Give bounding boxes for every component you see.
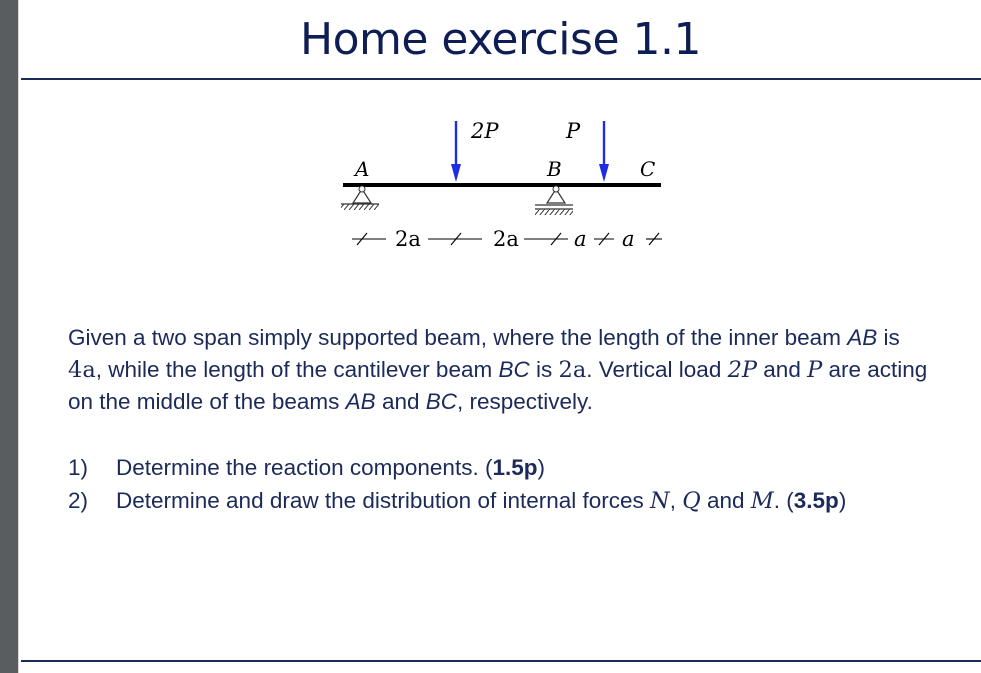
roller-support-b [535, 186, 573, 215]
text-run: , [669, 488, 683, 513]
text-run: are acting on the middle of the beams [68, 357, 928, 414]
task-item-1 [68, 451, 968, 484]
point-label-c: C [640, 157, 656, 181]
beam-label-ab: AB [345, 389, 376, 414]
dim-label-3: a [574, 227, 587, 251]
text-run: . Vertical load [586, 357, 728, 382]
task-number: 1) [68, 455, 89, 480]
force-m: M [750, 488, 774, 514]
text-run: and [757, 357, 808, 382]
length-ab: 4a [68, 357, 96, 383]
bottom-divider [21, 660, 981, 662]
beam-label-bc: BC [498, 357, 530, 382]
text-run: ) [537, 455, 545, 480]
task-text [116, 451, 545, 484]
text-run: Determine the reaction components. ( [116, 455, 493, 480]
text-run: and [375, 389, 426, 414]
problem-description [68, 322, 938, 418]
load-label-p: P [566, 119, 581, 143]
pin-support-a [341, 186, 379, 210]
text-run: Determine and draw the distribution of internal forces [116, 488, 651, 513]
task-number: 2) [68, 488, 89, 513]
load-arrow-2p [451, 121, 461, 182]
task-item-2 [68, 484, 968, 518]
load-2p-text: 2P [727, 357, 758, 383]
beam-label-ab: AB [847, 325, 878, 350]
text-run: is [529, 357, 559, 382]
text-run: is [877, 325, 900, 350]
point-label-a: A [355, 157, 370, 181]
viewer-side-strip [0, 0, 18, 673]
task-points: 3.5p [793, 488, 839, 513]
task-text [116, 484, 846, 518]
slide-page [18, 0, 981, 673]
task-list [68, 451, 968, 518]
load-p-text: P [807, 357, 823, 383]
text-run: , respectively. [457, 389, 593, 414]
length-bc: 2a [558, 357, 587, 383]
slide-title: Home exercise 1.1 [300, 14, 701, 65]
load-arrow-p [599, 121, 609, 182]
text-run: ) [838, 488, 847, 513]
dim-label-4: a [622, 227, 635, 251]
load-label-2p: 2P [471, 119, 499, 143]
text-run: and [700, 488, 751, 513]
task-points: 1.5p [492, 455, 538, 480]
text-run: Given a two span simply supported beam, where the length of the inner beam [68, 325, 848, 350]
text-run: . ( [773, 488, 794, 513]
dim-label-1: 2a [395, 227, 421, 251]
dim-label-2: 2a [493, 227, 519, 251]
point-label-b: B [547, 157, 562, 181]
force-q: Q [682, 488, 701, 514]
beam-diagram [19, 0, 981, 300]
beam-label-bc: BC [425, 389, 457, 414]
force-n: N [650, 488, 670, 514]
text-run: , while the length of the cantilever beam [95, 357, 499, 382]
